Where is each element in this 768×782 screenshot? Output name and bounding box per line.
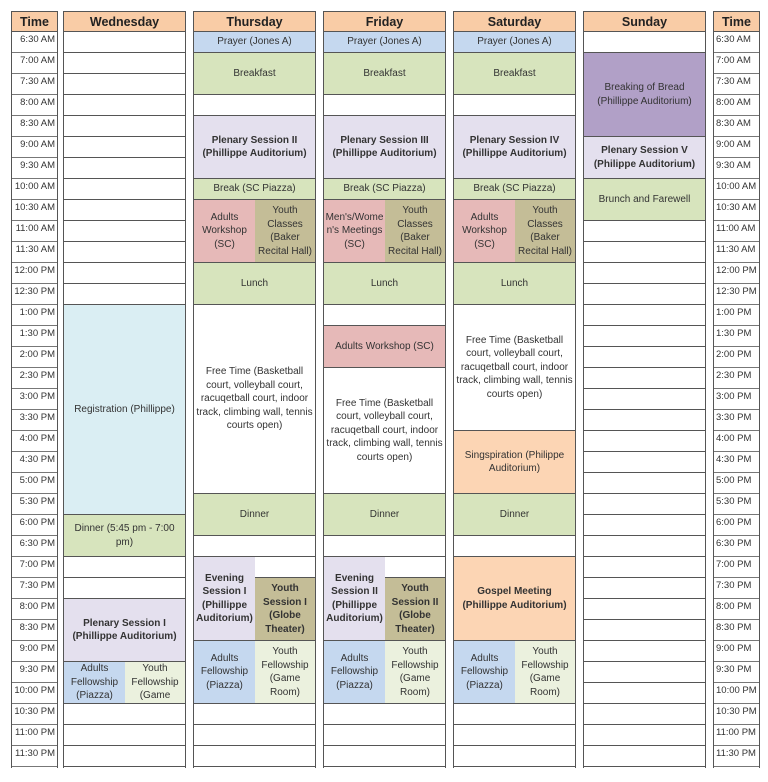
time-label: 7:00 AM [714,53,759,74]
event-adults-fellowship[interactable]: Adults Fellowship (Piazza) [324,641,385,704]
time-label: 5:30 PM [12,494,57,515]
time-label: 7:00 PM [12,557,57,578]
time-label: 12:00 PM [12,263,57,284]
empty-slot[interactable] [584,746,705,767]
empty-slot[interactable] [584,536,705,557]
time-column-right [713,11,760,768]
empty-slot[interactable] [584,515,705,536]
event-plenary-session-5[interactable]: Plenary Session V (Philippe Auditorium) [584,137,705,179]
day-grid-friday [323,32,446,768]
time-label: 7:30 AM [12,74,57,95]
empty-slot[interactable] [64,578,185,599]
event-brunch-farewell[interactable]: Brunch and Farewell [584,179,705,221]
event-break[interactable]: Break (SC Piazza) [194,179,315,200]
empty-slot[interactable] [584,347,705,368]
time-label: 10:30 AM [12,200,57,221]
time-label: 7:30 PM [714,578,759,599]
time-label: 10:30 PM [12,704,57,725]
event-gospel-meeting[interactable]: Gospel Meeting (Phillippe Auditorium) [454,557,575,641]
event-dinner[interactable]: Dinner [324,494,445,536]
time-label: 8:00 AM [714,95,759,116]
event-evening-session-1[interactable]: Evening Session I (Phillippe Auditorium) [194,557,255,641]
time-label: 8:30 PM [12,620,57,641]
day-header-saturday: Saturday [453,11,576,32]
time-label: 7:00 AM [12,53,57,74]
day-column-friday [323,11,446,768]
empty-slot[interactable] [64,557,185,578]
empty-slot[interactable] [324,305,445,326]
event-adults-fellowship[interactable]: Adults Fellowship (Piazza) [454,641,515,704]
time-label: 5:00 PM [714,473,759,494]
empty-slot[interactable] [64,704,185,725]
empty-slot[interactable] [584,284,705,305]
event-singspiration[interactable]: Singspiration (Philippe Auditorium) [454,431,575,494]
event-plenary-session-1[interactable]: Plenary Session I (Phillippe Auditorium) [64,599,185,662]
time-label: 6:30 AM [12,32,57,53]
day-grid-sunday [583,32,706,768]
day-header-wednesday: Wednesday [63,11,186,32]
event-mens-womens-meetings[interactable]: Men's/Women's Meetings (SC) [324,200,385,263]
day-header-friday: Friday [323,11,446,32]
time-label: 6:30 PM [714,536,759,557]
empty-slot[interactable] [584,305,705,326]
event-youth-classes[interactable]: Youth Classes (Baker Recital Hall) [385,200,445,263]
event-free-time[interactable]: Free Time (Basketball court, volleyball court, racuqetball court, indoor track, climbing wall, tennis courts open) [454,305,575,431]
time-label: 11:00 AM [12,221,57,242]
time-label: 1:00 PM [714,305,759,326]
empty-slot[interactable] [454,725,575,746]
empty-slot[interactable] [584,557,705,578]
event-registration[interactable]: Registration (Phillippe) [64,305,185,515]
event-adults-workshop[interactable]: Adults Workshop (SC) [194,200,255,263]
time-label: 8:30 PM [714,620,759,641]
time-label: 10:00 PM [714,683,759,704]
time-header-right: Time [713,11,760,32]
empty-slot[interactable] [584,368,705,389]
event-breakfast[interactable]: Breakfast [324,53,445,95]
time-label: 2:00 PM [12,347,57,368]
empty-slot[interactable] [584,242,705,263]
time-label: 4:00 PM [714,431,759,452]
event-breaking-of-bread[interactable]: Breaking of Bread (Phillippe Auditorium) [584,53,705,137]
day-grid-wednesday [63,32,186,768]
event-dinner[interactable]: Dinner (5:45 pm - 7:00 pm) [64,515,185,557]
event-free-time[interactable]: Free Time (Basketball court, volleyball court, racuqetball court, indoor track, climbing wall, tennis courts open) [194,305,315,494]
empty-slot[interactable] [64,179,185,200]
empty-slot[interactable] [64,137,185,158]
time-label: 6:30 PM [12,536,57,557]
empty-slot[interactable] [64,746,185,767]
time-label: 10:00 AM [12,179,57,200]
event-break[interactable]: Break (SC Piazza) [454,179,575,200]
event-plenary-session-2[interactable]: Plenary Session II (Phillippe Auditorium) [194,116,315,179]
time-label: 8:00 AM [12,95,57,116]
empty-slot[interactable] [454,536,575,557]
empty-slot[interactable] [584,641,705,662]
time-label: 9:00 AM [12,137,57,158]
time-label: 1:30 PM [12,326,57,347]
empty-slot[interactable] [194,746,315,767]
empty-slot[interactable] [584,494,705,515]
time-label: 8:00 PM [12,599,57,620]
empty-slot[interactable] [324,536,445,557]
empty-slot[interactable] [324,746,445,767]
time-label: 3:30 PM [12,410,57,431]
time-label: 2:00 PM [714,347,759,368]
empty-slot[interactable] [584,410,705,431]
event-break[interactable]: Break (SC Piazza) [324,179,445,200]
time-label: 11:00 PM [12,725,57,746]
empty-slot[interactable] [194,95,315,116]
time-label: 6:00 PM [714,515,759,536]
time-label: 9:30 AM [714,158,759,179]
empty-slot[interactable] [584,725,705,746]
event-adults-fellowship[interactable]: Adults Fellowship (Piazza) [64,662,125,704]
empty-slot[interactable] [454,704,575,725]
time-label: 9:30 PM [12,662,57,683]
event-breakfast[interactable]: Breakfast [194,53,315,95]
time-label: 11:30 AM [12,242,57,263]
empty-slot[interactable] [584,599,705,620]
event-youth-session-1[interactable]: Youth Session I (Globe Theater) [255,578,315,641]
event-lunch[interactable]: Lunch [194,263,315,305]
empty-slot[interactable] [454,746,575,767]
empty-slot[interactable] [584,578,705,599]
event-youth-fellowship[interactable]: Youth Fellowship (Game Room) [255,641,315,704]
time-label: 7:00 PM [714,557,759,578]
time-label: 4:30 PM [714,452,759,473]
empty-slot[interactable] [324,95,445,116]
time-label: 8:30 AM [12,116,57,137]
time-label: 9:00 AM [714,137,759,158]
empty-slot[interactable] [584,263,705,284]
time-label: 5:00 PM [12,473,57,494]
time-label: 4:00 PM [12,431,57,452]
time-label: 3:00 PM [12,389,57,410]
time-label: 9:00 PM [714,641,759,662]
time-label: 6:30 AM [714,32,759,53]
empty-slot[interactable] [584,452,705,473]
time-label: 10:00 PM [12,683,57,704]
empty-slot[interactable] [584,32,705,53]
time-label: 11:00 PM [714,725,759,746]
event-dinner[interactable]: Dinner [454,494,575,536]
empty-slot[interactable] [194,725,315,746]
time-label: 5:30 PM [714,494,759,515]
day-column-thursday [193,11,316,768]
empty-slot[interactable] [584,326,705,347]
empty-slot[interactable] [584,683,705,704]
event-prayer[interactable]: Prayer (Jones A) [194,32,315,53]
time-labels-left [11,32,58,768]
time-label: 2:30 PM [714,368,759,389]
empty-slot[interactable] [64,725,185,746]
time-label: 10:30 AM [714,200,759,221]
empty-slot[interactable] [64,95,185,116]
empty-slot[interactable] [584,704,705,725]
empty-slot[interactable] [64,74,185,95]
event-adults-fellowship[interactable]: Adults Fellowship (Piazza) [194,641,255,704]
time-label: 3:00 PM [714,389,759,410]
time-label: 3:30 PM [714,410,759,431]
event-lunch[interactable]: Lunch [324,263,445,305]
empty-slot[interactable] [454,95,575,116]
time-label: 12:30 PM [12,284,57,305]
time-label: 11:30 AM [714,242,759,263]
time-label: 4:30 PM [12,452,57,473]
empty-slot[interactable] [64,116,185,137]
empty-slot[interactable] [584,221,705,242]
empty-slot[interactable] [64,200,185,221]
time-header-left: Time [11,11,58,32]
time-column-left [11,11,58,768]
day-grid-thursday [193,32,316,768]
time-label: 10:30 PM [714,704,759,725]
empty-slot[interactable] [64,32,185,53]
event-youth-fellowship[interactable]: Youth Fellowship (Game Room) [385,641,445,704]
event-lunch[interactable]: Lunch [454,263,575,305]
time-label: 2:30 PM [12,368,57,389]
empty-slot[interactable] [64,158,185,179]
day-column-saturday [453,11,576,768]
time-label: 8:30 AM [714,116,759,137]
empty-slot[interactable] [324,725,445,746]
empty-slot[interactable] [64,221,185,242]
event-adults-workshop[interactable]: Adults Workshop (SC) [324,326,445,368]
event-plenary-session-3[interactable]: Plenary Session III (Phillippe Auditorium) [324,116,445,179]
empty-slot[interactable] [324,704,445,725]
empty-slot[interactable] [194,536,315,557]
event-prayer[interactable]: Prayer (Jones A) [454,32,575,53]
empty-slot[interactable] [584,662,705,683]
day-header-thursday: Thursday [193,11,316,32]
time-label: 8:00 PM [714,599,759,620]
day-column-wednesday [63,11,186,768]
empty-slot[interactable] [64,263,185,284]
time-label: 7:30 PM [12,578,57,599]
event-prayer[interactable]: Prayer (Jones A) [324,32,445,53]
empty-slot[interactable] [194,704,315,725]
event-adults-workshop[interactable]: Adults Workshop (SC) [454,200,515,263]
time-label: 12:30 PM [714,284,759,305]
empty-slot[interactable] [64,53,185,74]
event-dinner[interactable]: Dinner [194,494,315,536]
day-header-sunday: Sunday [583,11,706,32]
time-label: 11:30 PM [12,746,57,767]
event-youth-classes[interactable]: Youth Classes (Baker Recital Hall) [255,200,315,263]
empty-slot[interactable] [584,389,705,410]
time-label: 6:00 PM [12,515,57,536]
event-free-time[interactable]: Free Time (Basketball court, volleyball court, racuqetball court, indoor track, climbing wall, tennis courts open) [324,368,445,494]
time-label: 7:30 AM [714,74,759,95]
empty-slot[interactable] [64,284,185,305]
event-youth-fellowship[interactable]: Youth Fellowship (Game Room) [515,641,575,704]
time-label: 11:30 PM [714,746,759,767]
time-label: 9:30 PM [714,662,759,683]
time-label: 9:00 PM [12,641,57,662]
empty-slot[interactable] [584,431,705,452]
day-column-sunday [583,11,706,768]
event-plenary-session-4[interactable]: Plenary Session IV (Phillippe Auditorium) [454,116,575,179]
event-evening-session-2[interactable]: Evening Session II (Phillippe Auditorium) [324,557,385,641]
empty-slot[interactable] [584,473,705,494]
time-label: 1:00 PM [12,305,57,326]
empty-slot[interactable] [584,620,705,641]
time-label: 9:30 AM [12,158,57,179]
time-label: 1:30 PM [714,326,759,347]
event-youth-fellowship[interactable]: Youth Fellowship (Game [125,662,185,704]
event-breakfast[interactable]: Breakfast [454,53,575,95]
time-label: 11:00 AM [714,221,759,242]
empty-slot[interactable] [64,242,185,263]
time-labels-right [713,32,760,768]
day-grid-saturday [453,32,576,768]
time-label: 12:00 PM [714,263,759,284]
time-label: 10:00 AM [714,179,759,200]
event-youth-session-2[interactable]: Youth Session II (Globe Theater) [385,578,445,641]
event-youth-classes[interactable]: Youth Classes (Baker Recital Hall) [515,200,575,263]
